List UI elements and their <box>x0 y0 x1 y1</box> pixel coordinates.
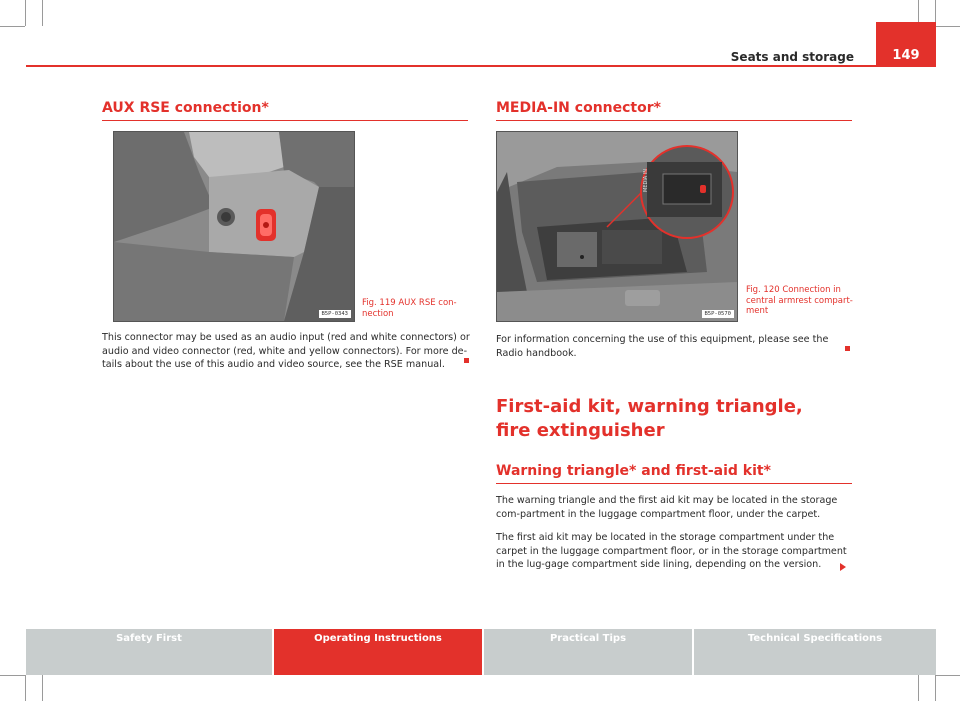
crop-mark <box>935 26 960 27</box>
crop-mark <box>918 675 919 701</box>
section-title-warning-triangle: Warning triangle* and first-aid kit* <box>496 463 852 484</box>
crop-mark <box>0 675 25 676</box>
chapter-title: First-aid kit, warning triangle, fire extinguisher <box>496 396 803 442</box>
footer-tab-technical-specifications[interactable] <box>694 629 936 675</box>
footer-tab-label: Practical Tips <box>549 633 627 644</box>
header-rule <box>26 65 936 67</box>
footer-tab-label: Technical Specifications <box>747 633 883 644</box>
figure-caption <box>362 298 462 319</box>
figure-code: B5P-0343 <box>319 310 352 318</box>
aux-rse-photo <box>114 132 354 321</box>
page-number: 149 <box>876 22 936 67</box>
footer-tab-safety-first[interactable] <box>26 629 272 675</box>
footer-tab-practical-tips[interactable] <box>484 629 692 675</box>
body-text-aux-rse <box>102 331 470 372</box>
media-in-photo <box>497 132 737 321</box>
end-of-section-mark <box>464 358 469 363</box>
crop-mark <box>935 675 960 676</box>
body-text-para1-content: The warning triangle and the first aid kit may be located in the storage com-partment in the luggage compartment floor, under the carpet. <box>496 495 838 520</box>
end-of-section-mark <box>845 346 850 351</box>
footer-tab-operating-instructions[interactable] <box>274 629 482 675</box>
svg-text:MEDIA IN: MEDIA IN <box>643 168 649 192</box>
figure-code: B5P-0570 <box>702 310 735 318</box>
figure-caption-text: Fig. 120 Connection in central armrest compart- ment <box>746 285 853 317</box>
continued-arrow-icon <box>840 563 846 571</box>
figure-aux-rse <box>113 131 355 322</box>
body-text-aux-rse-content: This connector may be used as an audio input (red and white connectors) or audio and video connector (red, white and yellow connectors). For more de-tails about the use of this audio and video source, see the RSE manual. <box>102 332 470 371</box>
crop-mark <box>0 26 25 27</box>
body-text-para2 <box>496 531 852 572</box>
section-title-aux-rse: AUX RSE connection* <box>102 100 468 121</box>
running-title: Seats and storage <box>730 50 854 64</box>
crop-mark <box>25 0 26 26</box>
crop-mark <box>42 675 43 701</box>
body-text-para1 <box>496 494 852 521</box>
body-text-media-in <box>496 333 852 360</box>
figure-caption-text: Fig. 119 AUX RSE con- nection <box>362 298 457 319</box>
crop-mark <box>25 675 26 701</box>
body-text-para2-content: The first aid kit may be located in the storage compartment under the carpet in the luggage compartment floor, or in the storage compartment in the lug-gage compartment side lining, depending on the version. <box>496 532 847 571</box>
footer-tab-label: Operating Instructions <box>314 633 442 644</box>
figure-caption <box>746 285 856 317</box>
crop-mark <box>935 675 936 701</box>
body-text-media-in-content: For information concerning the use of this equipment, please see the Radio handbook. <box>496 334 829 359</box>
section-title-media-in: MEDIA-IN connector* <box>496 100 852 121</box>
figure-media-in <box>496 131 738 322</box>
crop-mark <box>42 0 43 26</box>
footer-tab-label: Safety First <box>116 633 182 644</box>
